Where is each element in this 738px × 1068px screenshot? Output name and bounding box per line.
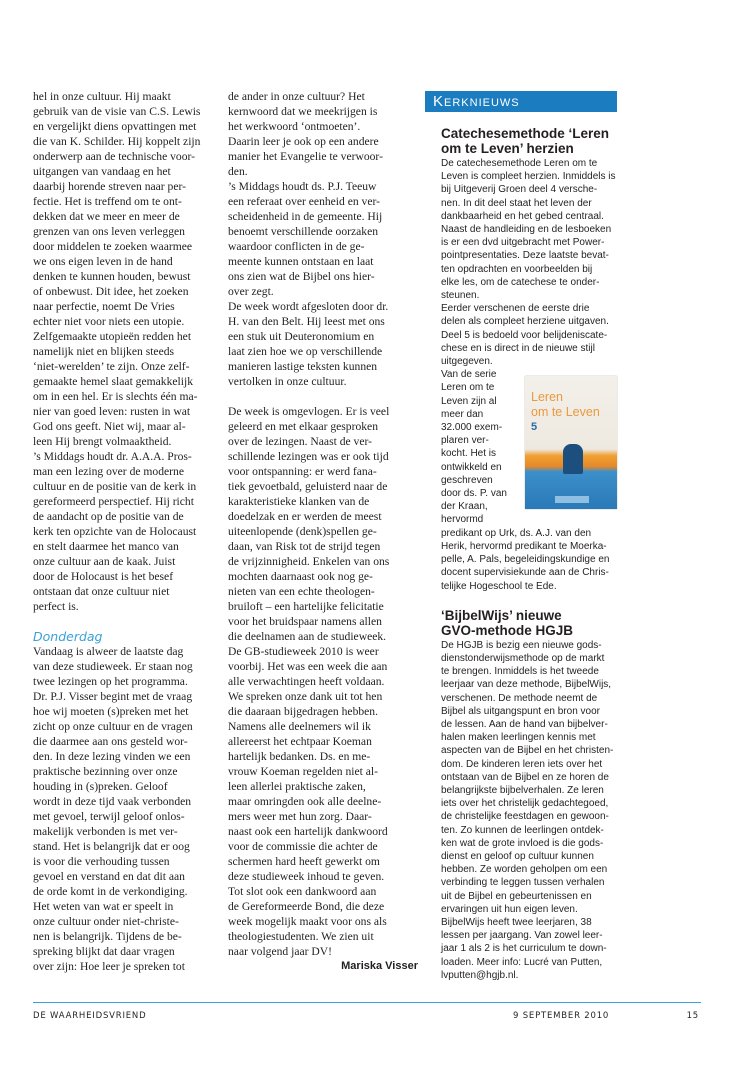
paragraph: De week is omgevlogen. Er is veel geleerd en met elkaar gesproken over de lezingen. Naast de ver- schillende lezingen was er ook tijd voor ontspanning: er werd fana- tiek gevoetbald, geluisterd naar de karakteristieke klanken van de doedelzak en er werden de meest uiteenlopende (denk)spellen ge- daan, van Risk tot de strijd tegen de vrijzinnigheid. Enkelen van ons mochten daarnaast ook nog ge- nieten van een echte theologen- bruiloft – een hartelijke felicitatie voor het bruidspaar namens allen die deelnamen aan de studieweek. De GB-studieweek 2010 is weer voorbij. Het was een week die aan alle verwachtingen heeft voldaan. We spreken onze dank uit tot hen die daaraan bijgedragen hebben. Namens alle deelnemers wil ik allereerst het echtpaar Koeman hartelijk bedanken. Ds. en me- vrouw Koeman regelden niet al- leen allerlei praktische zaken, maar omringden ook alle deelne- mers weer met hun zorg. Daar- naast ook een hartelijk dankwoord voor de commissie die achter de schermen hard heeft gewerkt om deze studieweek inhoud te geven. Tot slot ook een dankwoord aan de Gereformeerde Bond, die deze week mogelijk maakt voor ons als theologiestudenten. We zien uit naar volgend jaar DV! [228, 405, 390, 958]
paragraph: de ander in onze cultuur? Het kernwoord dat we meekrijgen is het werkwoord ‘ontmoeten’. Daarin leer je ook op een andere manier het Evangelie te verwoor- den. [228, 90, 383, 178]
book-cover-title: Leren om te Leven [531, 390, 600, 420]
paragraph: Vandaag is alweer de laatste dag van deze studieweek. Er staan nog twee lezingen op het programma. Dr. P.J. Visser begint met de vraag hoe wij moeten (s)preken met het zicht op onze cultuur en de vragen die daarmee aan ons gesteld wor- den. In deze lezing vinden we een praktische bezinning over onze houding in (s)preken. Geloof wordt in deze tijd vaak verbonden met gevoel, terwijl geloof onlos- makelijk verbonden is met ver- stand. Het is belangrijk dat er oog is voor die verhouding tussen gevoel en verstand en dat dit aan de orde komt in de verkondiging. Het weten van wat er speelt in onze cultuur onder niet-christe- nen is belangrijk. Tijdens de be- spreking blijkt dat daar vragen over zijn: Hoe leer je spreken tot [33, 645, 193, 973]
article-column-2 [228, 89, 418, 974]
article-title: Catechesemethode ‘Leren om te Leven’ herzien [441, 126, 610, 156]
book-cover-number: 5 [531, 421, 538, 434]
page-footer [33, 1002, 701, 1021]
paragraph: ’s Middags houdt dr. A.A.A. Pros- man een lezing over de moderne cultuur en de positie van de kerk in gereformeerd perspectief. Hij richt de aandacht op de positie van de kerk ten opzichte van de Holocaust en stelt daarmee het manco van onze cultuur aan de kaak. Juist door de Holocaust is het besef ontstaan dat onze cultuur niet perfect is. [33, 450, 197, 613]
publication-name: DE WAARHEIDSVRIEND [33, 1011, 147, 1021]
section-title: Kerknieuws [425, 91, 617, 112]
subheading-donderdag: Donderdag [33, 629, 103, 644]
book-cover-image [525, 376, 617, 509]
paragraph: De HGJB is bezig een nieuwe gods- dienstonderwijsmethode op de markt te brengen. Inmiddels is het tweede leerjaar van deze methode, BijbelWijs, verschenen. De methode neemt de Bijbel als uitgangspunt en bron voor de lessen. Aan de hand van bijbelver- halen maken leerlingen kennis met aspecten van de Bijbel en het christen- dom. De kinderen leren iets over het ontstaan van de Bijbel en ze horen de belangrijkste bijbelverhalen. Ze leren iets over het christelijk gedachtegoed, de christelijke feestdagen en gewoon- ten. Zo kunnen de leerlingen ontdek- ken wat de grote invloed is die gods- dienst en geloof op cultuur kunnen hebben. Ze worden geholpen om een verbinding te leggen tussen verhalen uit de Bijbel en gebeurtenissen en ervaringen uit hun eigen leven. BijbelWijs heeft twee leerjaren, 38 lessen per jaargang. Van zowel leer- jaar 1 als 2 is het curriculum te down- loaden. Meer info: Lucré van Putten, lvputten@hgjb.nl. [441, 639, 614, 981]
article-column-1 [33, 89, 221, 974]
paragraph: De week wordt afgesloten door dr. H. van den Belt. Hij leest met ons een stuk uit Deuteronomium en laat zien hoe we op verschillende manieren lastige teksten kunnen vertolken in onze cultuur. [228, 300, 389, 388]
author-signature: Mariska Visser [341, 960, 418, 972]
paragraph: Van de serie Leren om te Leven zijn al meer dan 32.000 exem- plaren ver- kocht. Het is ontwikkeld en geschreven door ds. P. van der Kraan, hervormd predikant op Urk, ds. A.J. van den Herik, hervormd predikant te Moerka- pelle, A. Pals, begeleidingskundige en docent supervisiekunde aan de Chris- telijke Hogeschool te Ede. [441, 369, 610, 592]
paragraph: De catechesemethode Leren om te Leven is compleet herzien. Inmiddels is bij Uitgeverij Groen deel 4 versche- nen. In dit deel staat het leven der dankbaarheid en het gebed centraal. Naast de handleiding en de lesboeken is er een dvd uitgebracht met Power- pointpresentaties. Deze laatste bevat- ten opdrachten en voorbeelden bij elke les, om de catechese te onder- steunen. Eerder verschenen de eerste drie delen als compleet herziene uitgaven. Deel 5 is bedoeld voor belijdeniscate- chese en is direct in de nieuwe stijl uitgegeven. [441, 158, 616, 368]
article-title: ‘BijbelWijs’ nieuwe GVO-methode HGJB [441, 607, 574, 638]
paragraph: ’s Middags houdt ds. P.J. Teeuw een referaat over eenheid en ver- scheidenheid in de gemeente. Hij benoemt verschillende oorzaken waardoor conflicten in de ge- meente kunnen ontstaan en laat ons zien wat de Bijbel ons hier- over zegt. [228, 180, 383, 298]
kerknieuws-sidebar [425, 91, 617, 982]
issue-date: 9 SEPTEMBER 2010 [513, 1011, 610, 1021]
paragraph: hel in onze cultuur. Hij maakt gebruik van de visie van C.S. Lewis en vergelijkt diens opvattingen met die van K. Schilder. Hij koppelt zijn onderwerp aan de technische voor- uitgangen van vandaag en het daarbij horende streven naar per- fectie. Het is treffend om te ont- dekken dat we meer en meer de grenzen van ons leven verleggen door middelen te zoeken waarmee we ons eigen leven in de hand denken te kunnen houden, bewust of onbewust. Dit idee, het zoeken naar perfectie, noemt De Vries echter niet voor niets een utopie. Zelfgemaakte utopieën redden het namelijk niet en blijken steeds ‘niet-werelden’ te zijn. Onze zelf- gemaakte hemel slaat gemakkelijk om in een hel. Er is slechts één ma- nier van goed leven: rusten in wat God ons geeft. Niet wij, maar al- leen Hij brengt volmaaktheid. [33, 90, 201, 448]
page-number: 15 [686, 1011, 699, 1021]
